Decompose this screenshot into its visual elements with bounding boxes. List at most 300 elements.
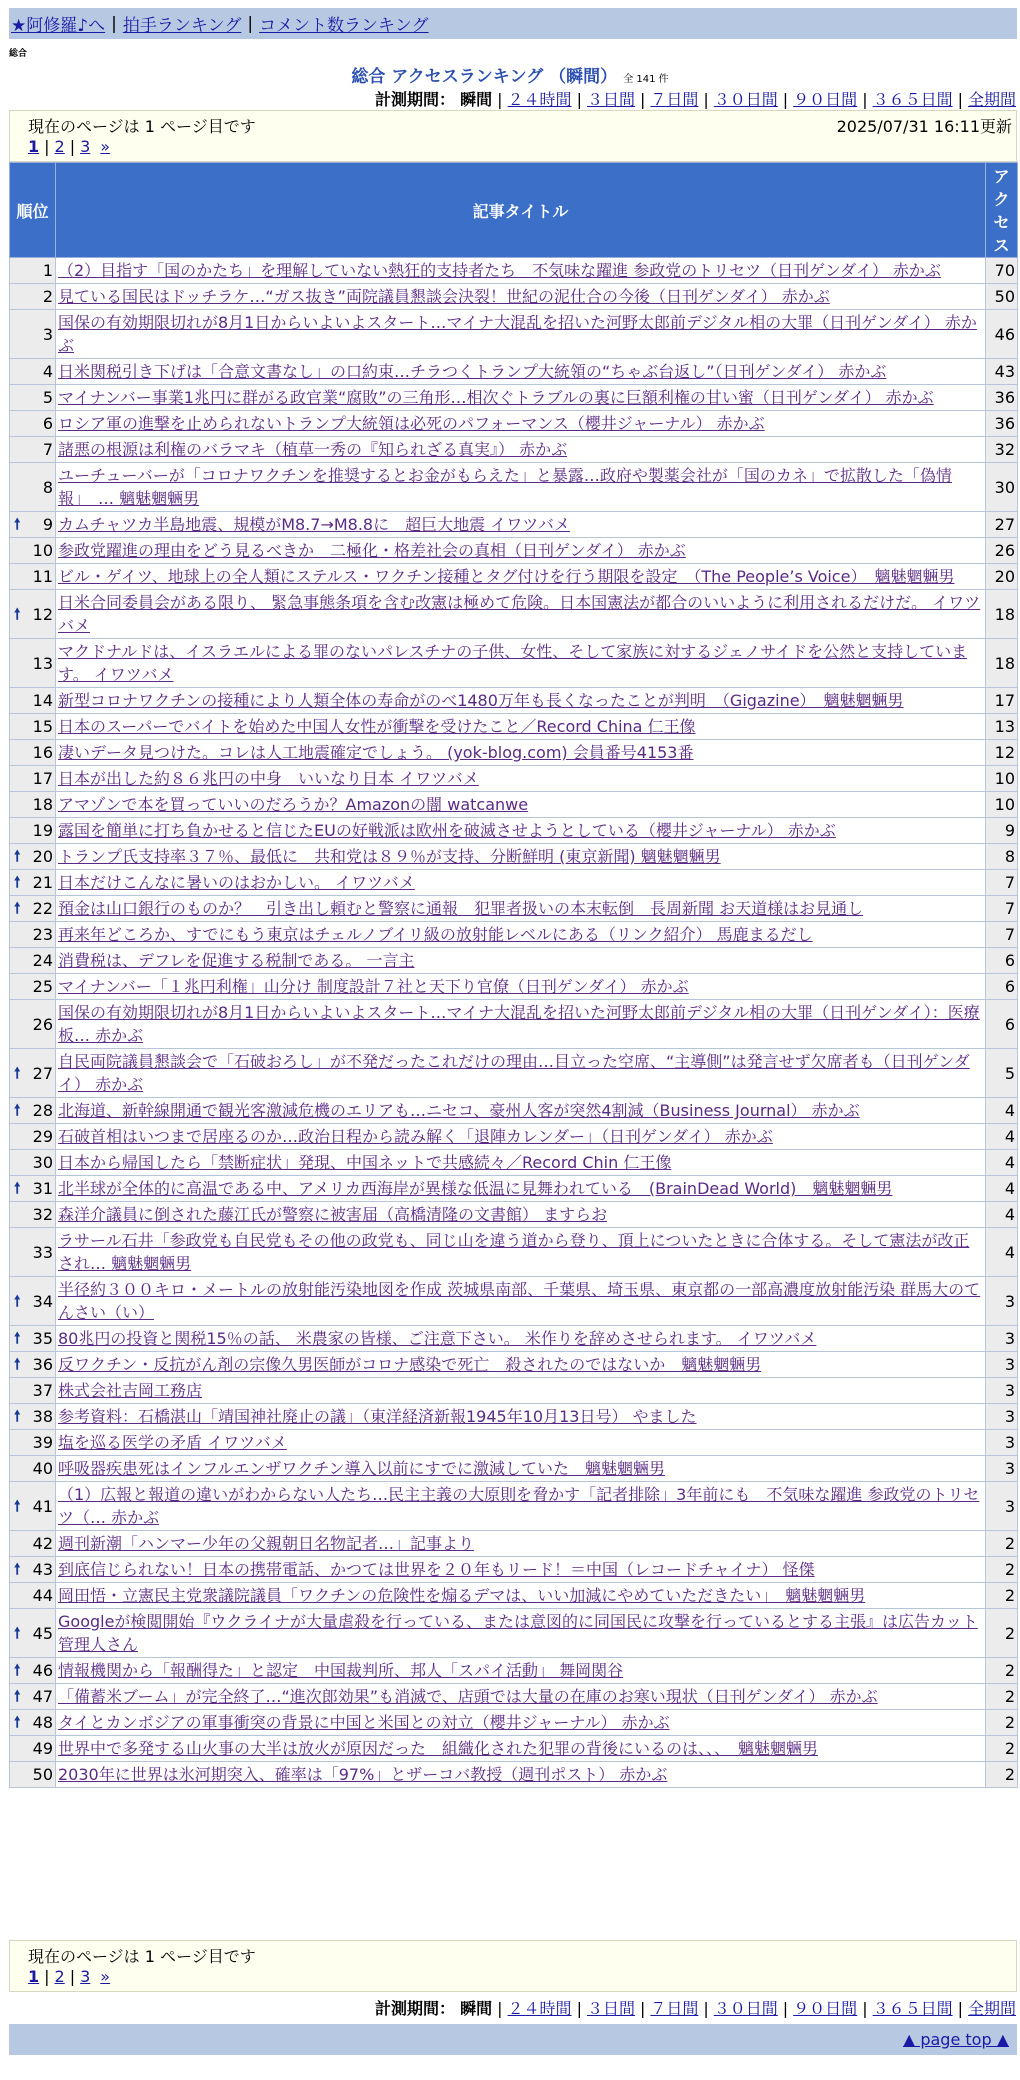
rank-cell xyxy=(10,437,56,463)
rank-number: 45 xyxy=(32,1623,53,1643)
rank-cell xyxy=(10,1430,56,1456)
rank-cell xyxy=(10,1583,56,1609)
table-row xyxy=(10,688,1018,714)
title-cell xyxy=(56,1176,986,1202)
article-link[interactable]: ロシア軍の進撃を止められないトランプ大統領は必死のパフォーマンス（櫻井ジャーナル） 赤かぶ xyxy=(58,414,765,433)
table-row xyxy=(10,463,1018,512)
article-link[interactable]: 参政党躍進の理由をどう見るべきか 二極化・格差社会の真相（日刊ゲンダイ） 赤かぶ xyxy=(58,541,686,560)
title-cell xyxy=(56,538,986,564)
access-count: 12 xyxy=(986,740,1018,766)
article-link[interactable]: トランプ氏支持率３７％、最低に 共和党は８９％が支持、分断鮮明 (東京新聞) 魑魅魍魎男 xyxy=(58,847,721,866)
access-count: 46 xyxy=(986,310,1018,359)
table-row xyxy=(10,1430,1018,1456)
access-count: 20 xyxy=(986,564,1018,590)
article-link[interactable]: 呼吸器疾患死はインフルエンザワクチン導入以前にすでに激減していた 魑魅魍魎男 xyxy=(58,1459,666,1478)
title-cell xyxy=(56,1326,986,1352)
access-count: 10 xyxy=(986,792,1018,818)
title-cell xyxy=(56,1000,986,1049)
period-30d-link[interactable]: ３０日間 xyxy=(713,90,778,109)
article-link[interactable]: ラサール石井「参政党も自民党もその他の政党も、同じ山を違う道から登り、頂上についたときに合体する。そして憲法が改正され… 魑魅魍魎男 xyxy=(58,1231,970,1273)
table-row xyxy=(10,1176,1018,1202)
rank-number: 44 xyxy=(32,1586,53,1605)
rank-number: 2 xyxy=(42,287,53,306)
title-cell xyxy=(56,818,986,844)
title-cell xyxy=(56,1378,986,1404)
table-row xyxy=(10,1124,1018,1150)
nav-separator: | xyxy=(247,13,254,34)
rank-number: 34 xyxy=(32,1291,53,1311)
up-arrow-icon: 🠕 xyxy=(14,1623,21,1642)
title-cell xyxy=(56,1277,986,1326)
rank-cell xyxy=(10,1352,56,1378)
rank-number: 36 xyxy=(32,1355,53,1374)
page-3-link[interactable]: 3 xyxy=(80,1967,91,1986)
title-cell xyxy=(56,870,986,896)
table-row xyxy=(10,1609,1018,1658)
title-cell xyxy=(56,1658,986,1684)
table-row xyxy=(10,818,1018,844)
access-count: 3 xyxy=(986,1352,1018,1378)
period-30d-link[interactable]: ３０日間 xyxy=(713,1999,778,2018)
article-link[interactable]: カムチャツカ半島地震、規模がM8.7→M8.8に 超巨大地震 イワツバメ xyxy=(58,515,570,534)
rank-cell xyxy=(10,1456,56,1482)
title-cell xyxy=(56,310,986,359)
article-link[interactable]: 岡田悟・立憲民主党衆議院議員「ワクチンの危険性を煽るデマは、いい加減にやめていただきたい」 魑魅魍魎男 xyxy=(58,1586,866,1605)
up-arrow-icon: 🠕 xyxy=(14,847,21,865)
table-row xyxy=(10,1277,1018,1326)
rank-cell xyxy=(10,922,56,948)
rank-number: 27 xyxy=(32,1063,53,1083)
article-link[interactable]: 週刊新潮「ハンマー少年の父親朝日名物記者…」記事より xyxy=(58,1534,475,1553)
access-count: 3 xyxy=(986,1277,1018,1326)
access-count: 4 xyxy=(986,1228,1018,1277)
article-link[interactable]: 北半球が全体的に高温である中、アメリカ西海岸が異様な低温に見舞われている (BrainDead World) 魑魅魍魎男 xyxy=(58,1179,893,1198)
table-row xyxy=(10,1049,1018,1098)
period-90d-link[interactable]: ９０日間 xyxy=(793,1999,858,2018)
rank-cell xyxy=(10,974,56,1000)
page-2-link[interactable]: 2 xyxy=(54,137,65,156)
page-title xyxy=(0,62,1020,87)
rank-number: 17 xyxy=(32,769,53,788)
access-count: 18 xyxy=(986,590,1018,639)
article-link[interactable]: 自民両院議員懇談会で「石破おろし」が不発だったこれだけの理由…目立った空席、“主導側”は発言せず欠席者も（日刊ゲンダイ） 赤かぶ xyxy=(58,1052,970,1094)
rank-cell xyxy=(10,512,56,538)
rank-cell xyxy=(10,1150,56,1176)
table-row xyxy=(10,310,1018,359)
page-info-top xyxy=(9,110,1017,162)
rank-cell xyxy=(10,1531,56,1557)
period-7d-link[interactable]: ７日間 xyxy=(650,90,699,109)
table-row xyxy=(10,1098,1018,1124)
title-cell xyxy=(56,1150,986,1176)
article-link[interactable]: 消費税は、デフレを促進する税制である。 一言主 xyxy=(58,951,415,970)
rank-number: 49 xyxy=(32,1739,53,1758)
rank-number: 37 xyxy=(32,1381,53,1400)
rank-number: 1 xyxy=(42,261,53,280)
rank-number: 20 xyxy=(32,847,53,866)
page-1-link[interactable]: 1 xyxy=(28,1967,40,1986)
title-cell xyxy=(56,1583,986,1609)
title-cell xyxy=(56,258,986,284)
access-count: 6 xyxy=(986,974,1018,1000)
title-cell xyxy=(56,564,986,590)
table-row xyxy=(10,1710,1018,1736)
table-row xyxy=(10,1583,1018,1609)
table-row xyxy=(10,639,1018,688)
article-link[interactable]: 情報機関から「報酬得た」と認定 中国裁判所、邦人「スパイ活動」 舞岡関谷 xyxy=(58,1661,624,1680)
title-cell xyxy=(56,688,986,714)
table-row xyxy=(10,714,1018,740)
rank-number: 3 xyxy=(42,324,53,344)
rank-number: 50 xyxy=(32,1765,53,1784)
up-arrow-icon: 🠕 xyxy=(14,1291,21,1310)
title-cell xyxy=(56,1124,986,1150)
article-link[interactable]: 北海道、新幹線開通で観光客激減危機のエリアも…ニセコ、豪州人客が突然4割減（Business Journal） 赤かぶ xyxy=(58,1101,860,1120)
up-arrow-icon: 🠕 xyxy=(14,604,21,623)
rank-number: 32 xyxy=(32,1205,53,1224)
rank-cell xyxy=(10,463,56,512)
table-row xyxy=(10,896,1018,922)
title-cell xyxy=(56,437,986,463)
category-label: 総合 xyxy=(9,49,28,59)
rank-cell xyxy=(10,639,56,688)
period-3d-link[interactable]: ３日間 xyxy=(586,90,635,109)
next-page-link[interactable]: » xyxy=(100,1967,111,1986)
comment-ranking-link[interactable]: コメント数ランキング xyxy=(259,16,429,36)
rank-number: 7 xyxy=(42,440,53,459)
access-count: 36 xyxy=(986,385,1018,411)
page-title-text: 総合 アクセスランキング （瞬間） xyxy=(351,67,618,87)
period-current: 瞬間 xyxy=(460,1999,493,2018)
article-link[interactable]: 80兆円の投資と関税15％の話、 米農家の皆様、ご注意下さい。 米作りを辞めさせられます。 イワツバメ xyxy=(58,1329,817,1348)
rank-cell xyxy=(10,688,56,714)
rank-cell xyxy=(10,1326,56,1352)
rank-number: 43 xyxy=(32,1560,53,1579)
table-row xyxy=(10,385,1018,411)
rank-number: 5 xyxy=(42,388,53,407)
table-row xyxy=(10,1658,1018,1684)
article-link[interactable]: 2030年に世界は氷河期突入、確率は「97%」とザーコバ教授（週刊ポスト） 赤かぶ xyxy=(58,1765,668,1784)
title-cell xyxy=(56,714,986,740)
access-count: 2 xyxy=(986,1762,1018,1788)
article-link[interactable]: マイナンバー事業1兆円に群がる政官業“腐敗”の三角形…相次ぐトラブルの裏に巨額利権の甘い蜜（日刊ゲンダイ） 赤かぶ xyxy=(58,388,934,407)
up-arrow-icon: 🠕 xyxy=(14,1496,21,1515)
access-count: 4 xyxy=(986,1098,1018,1124)
rank-cell xyxy=(10,714,56,740)
period-all-link[interactable]: 全期間 xyxy=(967,1999,1016,2018)
access-count: 70 xyxy=(986,258,1018,284)
access-count: 3 xyxy=(986,1378,1018,1404)
article-link[interactable]: 国保の有効期限切れが8月1日からいよいよスタート…マイナ大混乱を招いた河野太郎前デジタル相の大罪（日刊ゲンダイ） 赤かぶ xyxy=(58,313,977,355)
period-365d-link[interactable]: ３６５日間 xyxy=(872,1999,953,2018)
article-link[interactable]: 参考資料：石橋湛山「靖国神社廃止の議」（東洋経済新報1945年10月13日号） やました xyxy=(58,1407,697,1426)
article-link[interactable]: タイとカンボジアの軍事衝突の背景に中国と米国との対立（櫻井ジャーナル） 赤かぶ xyxy=(58,1713,670,1732)
rank-number: 48 xyxy=(32,1713,53,1732)
table-row xyxy=(10,766,1018,792)
access-count: 4 xyxy=(986,1202,1018,1228)
title-cell xyxy=(56,590,986,639)
access-count: 4 xyxy=(986,1176,1018,1202)
up-arrow-icon: 🠕 xyxy=(14,1713,21,1731)
table-row xyxy=(10,284,1018,310)
rank-cell xyxy=(10,1736,56,1762)
title-cell xyxy=(56,1352,986,1378)
up-arrow-icon: 🠕 xyxy=(14,1101,21,1119)
article-link[interactable]: 塩を巡る医学の矛盾 イワツバメ xyxy=(58,1433,287,1452)
up-arrow-icon: 🠕 xyxy=(14,1560,21,1578)
access-count: 4 xyxy=(986,1124,1018,1150)
title-cell xyxy=(56,948,986,974)
rank-cell xyxy=(10,1482,56,1531)
table-row xyxy=(10,948,1018,974)
article-link[interactable]: 反ワクチン・反抗がん剤の宗像久男医師がコロナ感染で死亡 殺されたのではないか 魑魅魍魎男 xyxy=(58,1355,762,1374)
article-link[interactable]: 森洋介議員に倒された藤江氏が警察に被害届（高橋清隆の文書館） ますらお xyxy=(58,1205,608,1224)
article-link[interactable]: ビル・ゲイツ、地球上の全人類にステルス・ワクチン接種とタグ付けを行う期限を設定 （The People’s Voice） 魑魅魍魎男 xyxy=(58,567,955,586)
article-link[interactable]: Googleが検閲開始『ウクライナが大量虐殺を行っている、または意図的に同国民に攻撃を行っているとする主張』は広告カット 管理人さん xyxy=(58,1612,978,1654)
rank-number: 35 xyxy=(32,1329,53,1348)
title-cell xyxy=(56,792,986,818)
access-count: 2 xyxy=(986,1531,1018,1557)
article-link[interactable]: 到底信じられない！日本の携帯電話、かつては世界を２０年もリード！＝中国（レコードチャイナ） 怪傑 xyxy=(58,1560,815,1579)
title-cell xyxy=(56,639,986,688)
table-row xyxy=(10,1150,1018,1176)
title-cell xyxy=(56,740,986,766)
rank-number: 22 xyxy=(32,899,53,918)
access-count: 2 xyxy=(986,1609,1018,1658)
rank-cell xyxy=(10,310,56,359)
title-cell xyxy=(56,1202,986,1228)
rank-number: 16 xyxy=(32,743,53,762)
table-row xyxy=(10,1326,1018,1352)
access-count: 18 xyxy=(986,639,1018,688)
table-row xyxy=(10,258,1018,284)
access-count: 17 xyxy=(986,688,1018,714)
rank-number: 28 xyxy=(32,1101,53,1120)
rank-cell xyxy=(10,359,56,385)
rank-cell xyxy=(10,1658,56,1684)
rank-cell xyxy=(10,1378,56,1404)
article-link[interactable]: 世界中で多発する山火事の大半は放火が原因だった 組織化された犯罪の背後にいるのは、、、 魑魅魍魎男 xyxy=(58,1739,819,1758)
total-count: 全 141 件 xyxy=(623,74,669,85)
title-cell xyxy=(56,1710,986,1736)
rank-cell xyxy=(10,385,56,411)
access-count: 2 xyxy=(986,1557,1018,1583)
access-count: 36 xyxy=(986,411,1018,437)
access-count: 3 xyxy=(986,1404,1018,1430)
title-cell xyxy=(56,512,986,538)
article-link[interactable]: 新型コロナワクチンの接種により人類全体の寿命がのべ1480万年も長くなったことが判明 （Gigazine） 魑魅魍魎男 xyxy=(58,691,904,710)
rank-number: 40 xyxy=(32,1459,53,1478)
table-row xyxy=(10,1736,1018,1762)
table-row xyxy=(10,870,1018,896)
title-cell xyxy=(56,1531,986,1557)
article-link[interactable]: 凄いデータ見つけた。コレは人工地震確定でしょう。 (yok-blog.com) 会員番号4153番 xyxy=(58,743,694,762)
rank-number: 4 xyxy=(42,362,53,381)
up-arrow-icon: 🠕 xyxy=(14,1063,21,1082)
rank-number: 15 xyxy=(32,717,53,736)
article-link[interactable]: マイナンバー「１兆円利権」山分け 制度設計７社と天下り官僚（日刊ゲンダイ） 赤かぶ xyxy=(58,977,689,996)
ranking-table xyxy=(9,162,1018,1788)
table-row xyxy=(10,590,1018,639)
table-row xyxy=(10,792,1018,818)
page-info-text: 現在のページは 1 ページ目です xyxy=(28,1947,256,1966)
title-cell xyxy=(56,1482,986,1531)
access-header: アクセス xyxy=(986,163,1018,258)
top-nav-bar xyxy=(9,8,1017,39)
article-link[interactable]: 日本だけこんなに暑いのはおかしい。 イワツバメ xyxy=(58,873,415,892)
rank-cell xyxy=(10,948,56,974)
rank-number: 26 xyxy=(32,1014,53,1034)
period-label: 計測期間： xyxy=(375,90,456,109)
article-link[interactable]: 石破首相はいつまで居座るのか…政治日程から読み解く「退陣カレンダー」（日刊ゲンダイ） 赤かぶ xyxy=(58,1127,773,1146)
rank-cell xyxy=(10,1684,56,1710)
access-count: 32 xyxy=(986,437,1018,463)
table-row xyxy=(10,411,1018,437)
access-count: 3 xyxy=(986,1326,1018,1352)
access-count: 30 xyxy=(986,463,1018,512)
access-count: 3 xyxy=(986,1456,1018,1482)
rank-cell xyxy=(10,284,56,310)
table-row xyxy=(10,538,1018,564)
period-7d-link[interactable]: ７日間 xyxy=(650,1999,699,2018)
page-info-bottom xyxy=(9,1940,1017,1992)
article-link[interactable]: マクドナルドは、イスラエルによる罪のないパレスチナの子供、女性、そして家族に対するジェノサイドを公然と支持しています。 イワツバメ xyxy=(58,642,968,684)
article-link[interactable]: アマゾンで本を買っていいのだろうか？Amazonの闇 watcanwe xyxy=(58,795,529,814)
rank-number: 25 xyxy=(32,977,53,996)
title-cell xyxy=(56,974,986,1000)
page-top-link[interactable]: ▲ page top ▲ xyxy=(902,2030,1009,2049)
access-count: 4 xyxy=(986,1150,1018,1176)
table-row xyxy=(10,359,1018,385)
article-link[interactable]: 株式会社吉岡工務店 xyxy=(58,1381,203,1400)
rank-cell xyxy=(10,538,56,564)
title-cell xyxy=(56,1228,986,1277)
rank-number: 31 xyxy=(32,1179,53,1198)
period-current: 瞬間 xyxy=(460,90,493,109)
access-count: 2 xyxy=(986,1658,1018,1684)
access-count: 43 xyxy=(986,359,1018,385)
page-1-link[interactable]: 1 xyxy=(28,137,40,156)
next-page-link[interactable]: » xyxy=(100,137,111,156)
article-link[interactable]: 再来年どころか、すでにもう東京はチェルノブイリ級の放射能レベルにある（リンク紹介） 馬鹿まるだし xyxy=(58,925,813,944)
article-link[interactable]: 半径約３００キロ・メートルの放射能汚染地図を作成 茨城県南部、千葉県、埼玉県、東京都の一部高濃度放射能汚染 群馬大のてんさい（い） xyxy=(58,1280,981,1322)
title-cell xyxy=(56,1557,986,1583)
rank-cell xyxy=(10,1000,56,1049)
title-cell xyxy=(56,359,986,385)
rank-number: 30 xyxy=(32,1153,53,1172)
title-cell xyxy=(56,1736,986,1762)
rank-cell xyxy=(10,1609,56,1658)
article-link[interactable]: ユーチューバーが「コロナワクチンを推奨するとお金がもらえた」と暴露…政府や製薬会社が「国のカネ」で拡散した「偽情報」 … 魑魅魍魎男 xyxy=(58,466,952,508)
up-arrow-icon: 🠕 xyxy=(14,873,21,891)
title-cell xyxy=(56,463,986,512)
home-link[interactable]: ★阿修羅♪へ xyxy=(11,16,106,36)
article-link[interactable]: 日本から帰国したら「禁断症状」発現、中国ネットで共感続々／Record Chin 仁王像 xyxy=(58,1153,672,1172)
table-row xyxy=(10,1762,1018,1788)
rank-cell xyxy=(10,1202,56,1228)
article-link[interactable]: 日本が出した約８６兆円の中身 いいなり日本 イワツバメ xyxy=(58,769,479,788)
period-365d-link[interactable]: ３６５日間 xyxy=(872,90,953,109)
title-cell xyxy=(56,284,986,310)
table-row xyxy=(10,1404,1018,1430)
title-cell xyxy=(56,1684,986,1710)
table-row xyxy=(10,564,1018,590)
period-3d-link[interactable]: ３日間 xyxy=(586,1999,635,2018)
table-row xyxy=(10,922,1018,948)
up-arrow-icon: 🠕 xyxy=(14,1661,21,1679)
up-arrow-icon: 🠕 xyxy=(14,515,21,533)
article-link[interactable]: 日米合同委員会がある限り、 緊急事態条項を含む改憲は極めて危険。日本国憲法が都合のいいように利用されるだけだ。 イワツバメ xyxy=(58,593,981,635)
rank-cell xyxy=(10,818,56,844)
table-row xyxy=(10,1352,1018,1378)
up-arrow-icon: 🠕 xyxy=(14,899,21,917)
rank-cell xyxy=(10,1762,56,1788)
access-count: 6 xyxy=(986,1000,1018,1049)
rank-number: 21 xyxy=(32,873,53,892)
rank-cell xyxy=(10,564,56,590)
rank-number: 38 xyxy=(32,1407,53,1426)
rank-cell xyxy=(10,844,56,870)
rank-cell xyxy=(10,1404,56,1430)
page-2-link[interactable]: 2 xyxy=(54,1967,65,1986)
article-link[interactable]: 国保の有効期限切れが8月1日からいよいよスタート…マイナ大混乱を招いた河野太郎前デジタル相の大罪（日刊ゲンダイ）：医療板… 赤かぶ xyxy=(58,1003,980,1045)
updated-timestamp: 2025/07/31 16:11更新 xyxy=(836,117,1012,136)
rank-cell xyxy=(10,1710,56,1736)
table-row xyxy=(10,1202,1018,1228)
page-3-link[interactable]: 3 xyxy=(80,137,91,156)
title-cell xyxy=(56,922,986,948)
title-cell xyxy=(56,1098,986,1124)
rank-number: 24 xyxy=(32,951,53,970)
rank-number: 41 xyxy=(32,1496,53,1516)
article-link[interactable]: 預金は山口銀行のものか？ 引き出し頼むと警察に通報 犯罪者扱いの本末転倒 長周新聞 お天道様はお見通し xyxy=(58,899,864,918)
period-90d-link[interactable]: ９０日間 xyxy=(793,90,858,109)
title-cell xyxy=(56,411,986,437)
rank-number: 11 xyxy=(32,567,53,586)
period-all-link[interactable]: 全期間 xyxy=(967,90,1016,109)
article-link[interactable]: （2）目指す「国のかたち」を理解していない熱狂的支持者たち 不気味な躍進 参政党のトリセツ（日刊ゲンダイ） 赤かぶ xyxy=(58,261,941,280)
rank-cell xyxy=(10,258,56,284)
table-row xyxy=(10,1531,1018,1557)
rank-number: 10 xyxy=(32,541,53,560)
period-24h-link[interactable]: ２４時間 xyxy=(507,1999,572,2018)
access-count: 10 xyxy=(986,766,1018,792)
clap-ranking-link[interactable]: 拍手ランキング xyxy=(122,16,242,36)
article-link[interactable]: 見ている国民はドッチラケ…“ガス抜き”両院議員懇談会決裂！世紀の泥仕合の今後（日刊ゲンダイ） 赤かぶ xyxy=(58,287,830,306)
access-count: 3 xyxy=(986,1430,1018,1456)
table-row xyxy=(10,1456,1018,1482)
access-count: 13 xyxy=(986,714,1018,740)
article-link[interactable]: 日本のスーパーでバイトを始めた中国人女性が衝撃を受けたこと／Record China 仁王像 xyxy=(58,717,696,736)
article-link[interactable]: 諸悪の根源は利権のバラマキ（植草一秀の『知られざる真実』） 赤かぶ xyxy=(58,440,568,459)
access-count: 2 xyxy=(986,1710,1018,1736)
article-link[interactable]: 「備蓄米ブーム」が完全終了…“進次郎効果”も消滅で、店頭では大量の在庫のお寒い現状（日刊ゲンダイ） 赤かぶ xyxy=(58,1687,878,1706)
access-count: 9 xyxy=(986,818,1018,844)
access-count: 8 xyxy=(986,844,1018,870)
rank-number: 19 xyxy=(32,821,53,840)
rank-number: 6 xyxy=(42,414,53,433)
article-link[interactable]: 露国を簡単に打ち負かせると信じたEUの好戦派は欧州を破滅させようとしている（櫻井ジャーナル） 赤かぶ xyxy=(58,821,836,840)
pager-top: 1 | 2 | 3 » xyxy=(28,137,111,156)
article-link[interactable]: （1）広報と報道の違いがわからない人たち…民主主義の大原則を脅かす「記者排除」3年前にも 不気味な躍進 参政党のトリセツ（… 赤かぶ xyxy=(58,1485,980,1527)
ranking-body xyxy=(10,258,1018,1788)
period-24h-link[interactable]: ２４時間 xyxy=(507,90,572,109)
title-header: 記事タイトル xyxy=(56,163,986,258)
access-count: 3 xyxy=(986,1482,1018,1531)
rank-header: 順位 xyxy=(10,163,56,258)
article-link[interactable]: 日米関税引き下げは「合意文書なし」の口約束…チラつくトランプ大統領の“ちゃぶ台返し”（日刊ゲンダイ） 赤かぶ xyxy=(58,362,887,381)
rank-cell xyxy=(10,1228,56,1277)
